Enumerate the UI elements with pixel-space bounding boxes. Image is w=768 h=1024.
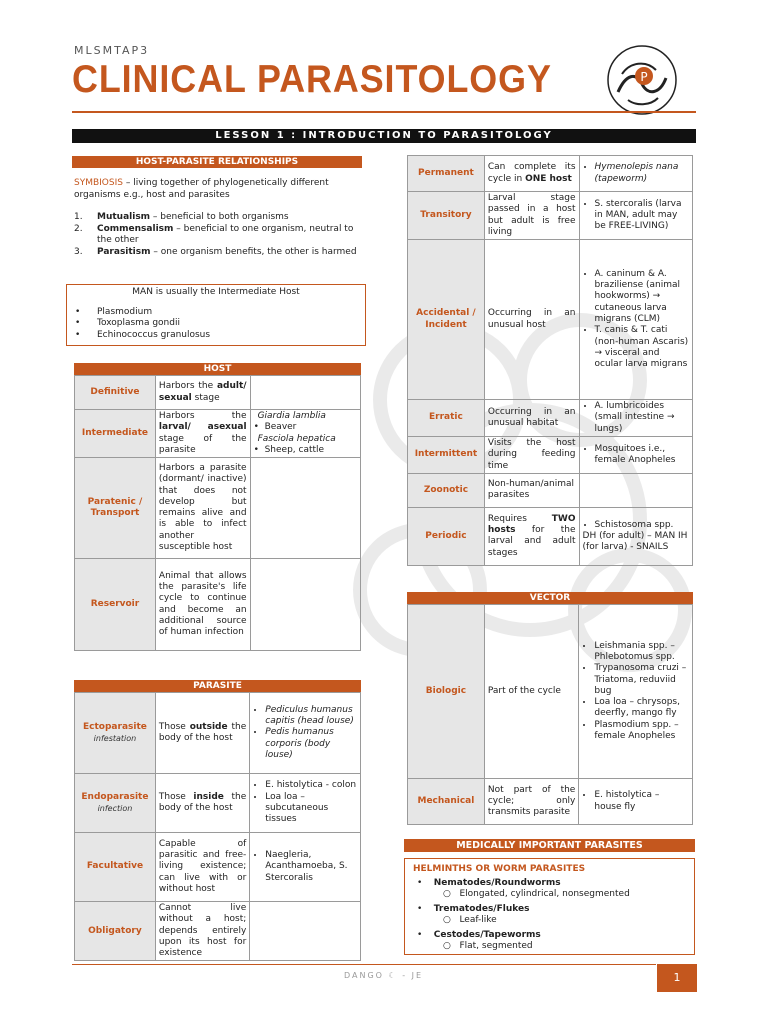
row-desc: Animal that allows the parasite's life cycle to continue and become an additional source of human infection <box>155 559 250 651</box>
parasite-table <box>74 692 361 961</box>
item-def: – beneficial to both organisms <box>150 212 289 222</box>
list-item: ○ Flat, segmented <box>443 941 533 951</box>
row-desc: Requires TWO hosts for the larval and adult stages <box>484 507 579 565</box>
row-examples <box>579 473 692 507</box>
item-number: 3. <box>74 246 83 257</box>
vector-heading: VECTOR <box>407 592 693 604</box>
title-rule <box>72 111 696 113</box>
table-row <box>75 559 361 651</box>
list-item: ○ Elongated, cylindrical, nonsegmented <box>443 889 630 899</box>
row-examples: • Pediculus humanus capitis (head louse) • Pedis humanus corporis (body louse) <box>250 693 361 774</box>
row-desc: Capable of parasitic and free-living existence; can live with or without host <box>155 833 249 902</box>
row-examples: • A. lumbricoides (small intestine → lungs) <box>579 400 692 437</box>
row-desc: Those outside the body of the host <box>155 693 249 774</box>
row-desc: Can complete its cycle in ONE host <box>484 156 579 192</box>
row-desc: Not part of the cycle; only transmits parasite <box>484 779 579 825</box>
row-desc: Harbors a parasite (dormant/ inactive) that does not develop but remains alive and is able to infect another susceptible host <box>155 458 250 559</box>
course-code: MLSMTAP3 <box>74 44 150 57</box>
helminths-title: HELMINTHS OR WORM PARASITES <box>413 864 586 874</box>
row-label: Endoparasite infection <box>75 774 156 833</box>
parasite-logo-icon <box>606 44 678 116</box>
row-label: Accidental / Incident <box>408 240 485 400</box>
row-label: Intermittent <box>408 437 485 474</box>
medical-heading: MEDICALLY IMPORTANT PARASITES <box>404 839 695 852</box>
row-examples: • E. histolytica - colon • Loa loa – subcutaneous tissues <box>250 774 361 833</box>
row-label: Erratic <box>408 400 485 437</box>
page-title: CLINICAL PARASITOLOGY <box>72 58 552 101</box>
list-item: • Trematodes/Flukes <box>417 903 530 914</box>
host-heading: HOST <box>74 363 361 375</box>
row-desc: Part of the cycle <box>484 605 579 779</box>
row-desc: Occurring in an unusual habitat <box>484 400 579 437</box>
row-label: Transitory <box>408 192 485 240</box>
item-number: 1. <box>74 212 83 222</box>
row-desc: Occurring in an unusual host <box>484 240 579 400</box>
row-examples: • Schistosoma spp. DH (for adult) – MAN IH (for larva) - SNAILS <box>579 507 692 565</box>
item-number: 2. <box>74 223 83 234</box>
row-examples: • Mosquitoes i.e., female Anopheles <box>579 437 692 474</box>
footer-author: DANGO ☾ - JE <box>344 971 424 980</box>
host-table <box>74 375 361 651</box>
row-label: Intermediate <box>75 410 156 458</box>
table-row <box>408 605 693 779</box>
row-examples: • Naegleria, Acanthamoeba, S. Stercoralis <box>250 833 361 902</box>
row-desc: Visits the host during feeding time <box>484 437 579 474</box>
row-examples <box>250 376 360 410</box>
table-row <box>75 693 361 774</box>
table-row <box>75 774 361 833</box>
row-label: Periodic <box>408 507 485 565</box>
row-examples <box>250 902 361 961</box>
row-label: Ectoparasite infestation <box>75 693 156 774</box>
row-desc: Larval stage passed in a host but adult is free living <box>484 192 579 240</box>
table-row <box>408 437 693 474</box>
item-term: Commensalism <box>97 223 174 234</box>
footer-rule <box>72 964 656 965</box>
table-row <box>75 458 361 559</box>
row-label: Obligatory <box>75 902 156 961</box>
list-item: • Plasmodium <box>75 306 153 317</box>
row-desc: Cannot live without a host; depends entirely upon its host for existence <box>155 902 249 961</box>
page-number: 1 <box>657 964 697 992</box>
symbiosis-term: SYMBIOSIS <box>74 178 123 188</box>
list-item <box>74 247 364 259</box>
table-row <box>75 902 361 961</box>
row-desc: Those inside the body of the host <box>155 774 249 833</box>
box-title: MAN is usually the Intermediate Host <box>132 287 300 297</box>
list-item: • Nematodes/Roundworms <box>417 877 561 888</box>
row-examples: • E. histolytica – house fly <box>579 779 693 825</box>
list-item: • Cestodes/Tapeworms <box>417 929 541 940</box>
row-examples <box>250 559 360 651</box>
table-row <box>75 410 361 458</box>
item-def: – one organism benefits, the other is harmed <box>150 246 357 257</box>
row-label: Permanent <box>408 156 485 192</box>
table-row <box>408 400 693 437</box>
svg-text:P: P <box>640 70 648 84</box>
list-item: • Toxoplasma gondii <box>75 318 180 328</box>
row-desc: Non-human/animal parasites <box>484 473 579 507</box>
row-desc: Harbors the larval/ asexual stage of the parasite <box>155 410 250 458</box>
lesson-banner: LESSON 1 : INTRODUCTION TO PARASITOLOGY <box>72 129 696 143</box>
row-examples: • S. stercoralis (larva in MAN, adult may be FREE-LIVING) <box>579 192 692 240</box>
row-label: Facultative <box>75 833 156 902</box>
list-item <box>74 224 364 247</box>
row-label: Biologic <box>408 605 485 779</box>
row-examples: • Hymenolepis nana (tapeworm) <box>579 156 692 192</box>
table-row <box>408 507 693 565</box>
relationship-list <box>74 212 364 258</box>
table-row <box>408 473 693 507</box>
row-examples <box>250 458 360 559</box>
list-item: ○ Leaf-like <box>443 915 497 925</box>
row-examples: • Leishmania spp. – Phlebotomus spp. • Trypanosoma cruzi – Triatoma, reduviid bug • Loa loa – chrysops, deerfly, mango fly • Plasmodium spp. – female Anopheles <box>579 605 693 779</box>
item-def: – beneficial to one organism, neutral to the other <box>97 223 354 245</box>
item-term: Parasitism <box>97 246 151 257</box>
table-row <box>408 156 693 192</box>
parasite-heading: PARASITE <box>74 680 361 692</box>
table-row <box>75 833 361 902</box>
row-label: Reservoir <box>75 559 156 651</box>
item-term: Mutualism <box>97 212 151 222</box>
table-row <box>408 240 693 400</box>
table-row <box>75 376 361 410</box>
intermediate-host-box <box>66 284 366 346</box>
row-label: Mechanical <box>408 779 485 825</box>
table-row <box>408 192 693 240</box>
row-examples: Giardia lamblia • Beaver Fasciola hepatica • Sheep, cattle <box>250 410 360 458</box>
row-examples: • A. caninum & A. braziliense (animal hookworms) → cutaneous larva migrans (CLM) • T. canis & T. cati (non-human Ascaris) → visceral and ocular larva migrans <box>579 240 692 400</box>
symbiosis-text: – living together of phylogenetically different organisms e.g., host and parasites <box>74 178 329 200</box>
row-desc: Harbors the adult/ sexual stage <box>155 376 250 410</box>
row-label: Definitive <box>75 376 156 410</box>
vector-table <box>407 604 693 825</box>
list-item: • Echinococcus granulosus <box>75 329 211 340</box>
table-row <box>408 779 693 825</box>
hpr-heading: HOST-PARASITE RELATIONSHIPS <box>72 156 362 168</box>
host-types-table <box>407 155 693 566</box>
symbiosis-definition <box>74 178 364 201</box>
row-label: Zoonotic <box>408 473 485 507</box>
row-label: Paratenic / Transport <box>75 458 156 559</box>
helminths-box <box>404 858 695 955</box>
list-item <box>74 212 364 224</box>
